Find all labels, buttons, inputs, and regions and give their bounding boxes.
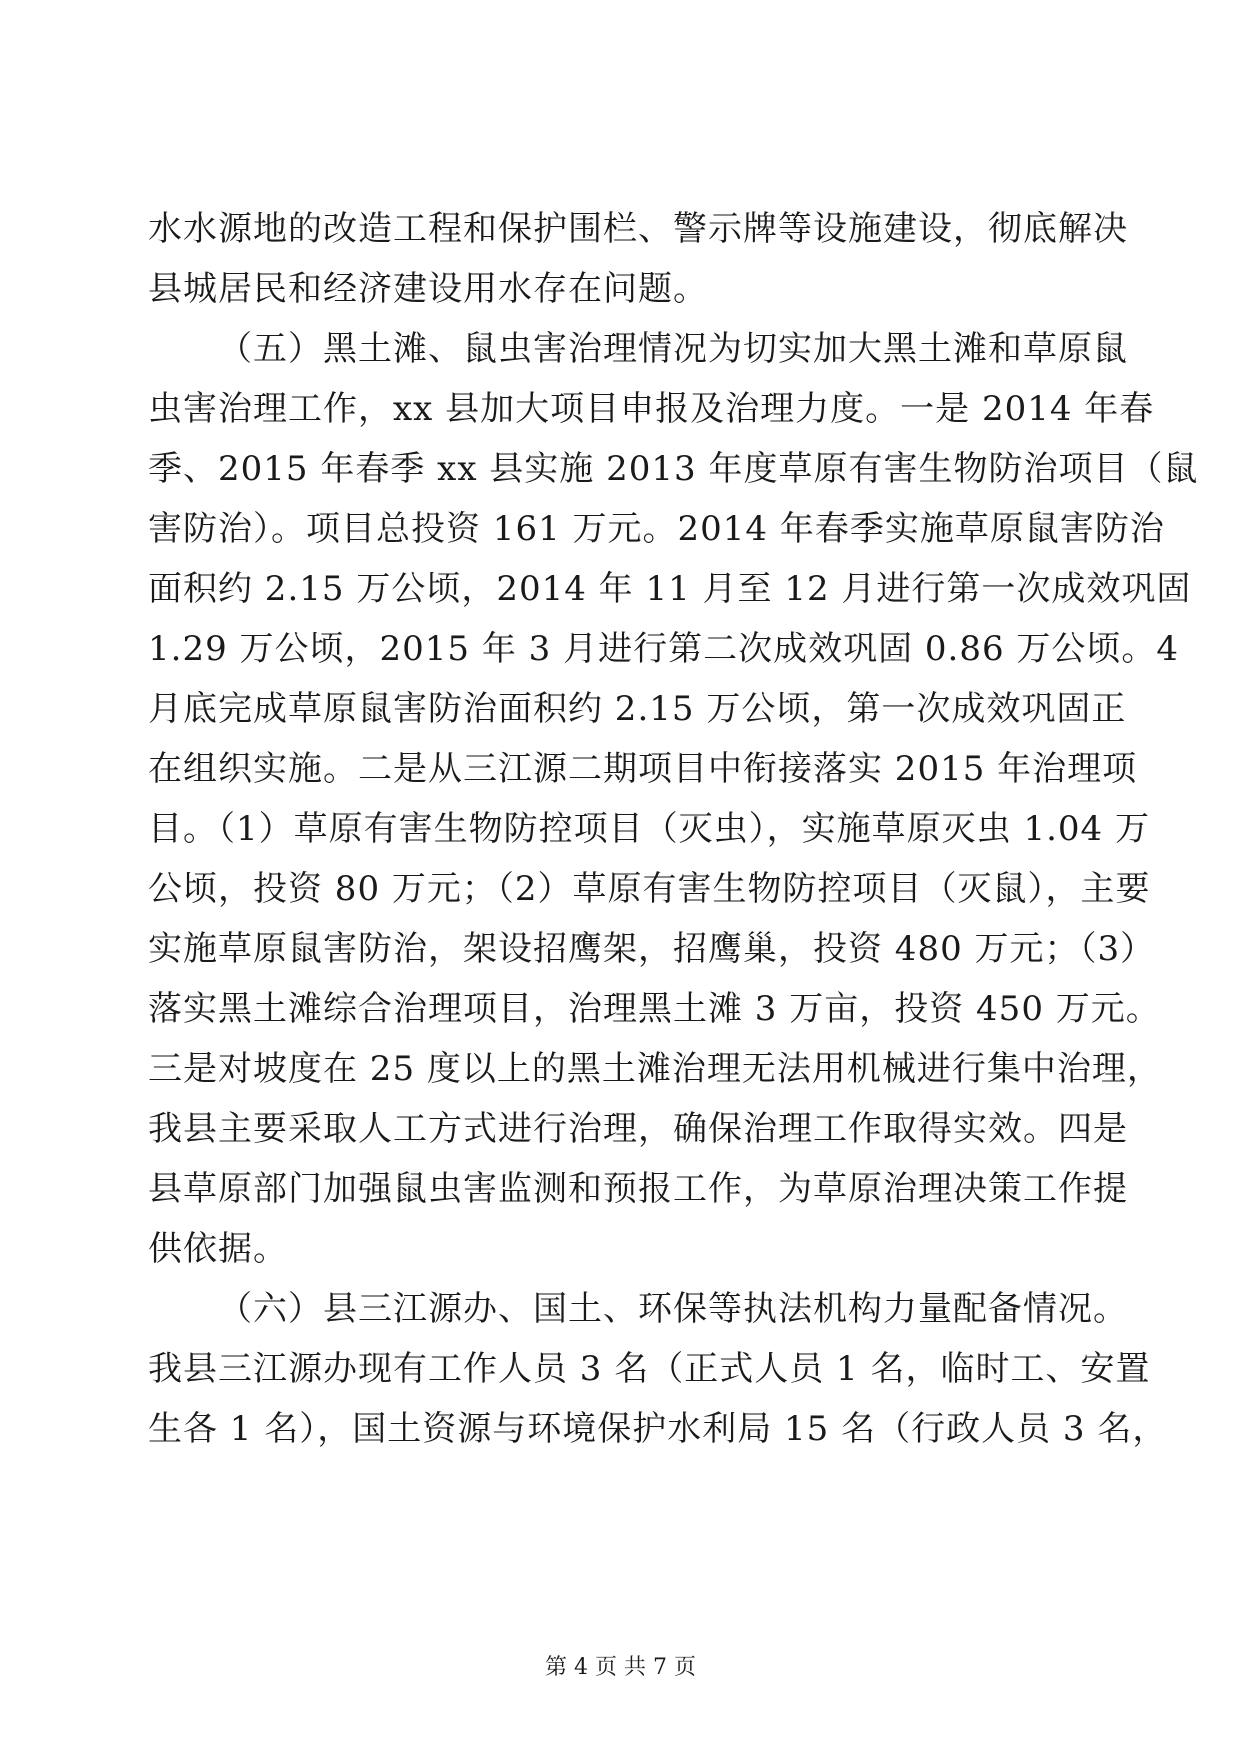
page-number-footer: 第 4 页 共 7 页: [545, 1655, 696, 1680]
body-text-line: 目。（1）草原有害生物防控项目（灭虫），实施草原灭虫 1.04 万: [148, 809, 1150, 849]
body-text-line: 三是对坡度在 25 度以上的黑土滩治理无法用机械进行集中治理，: [148, 1049, 1162, 1089]
body-text-line: 1.29 万公顷，2015 年 3 月进行第二次成效巩固 0.86 万公顷。4: [148, 629, 1180, 669]
body-text-line: 我县主要采取人工方式进行治理，确保治理工作取得实效。四是: [148, 1109, 1128, 1149]
body-text-line: 生各 1 名），国土资源与环境保护水利局 15 名（行政人员 3 名，: [148, 1409, 1168, 1449]
body-text-line: 在组织实施。二是从三江源二期项目中衔接落实 2015 年治理项: [148, 749, 1138, 789]
body-text-line: 害防治）。项目总投资 161 万元。2014 年春季实施草原鼠害防治: [148, 509, 1165, 549]
body-text-line: 水水源地的改造工程和保护围栏、警示牌等设施建设，彻底解决: [148, 209, 1128, 249]
body-text-line: 供依据。: [148, 1229, 288, 1269]
body-text-line: 季、2015 年春季 xx 县实施 2013 年度草原有害生物防治项目（鼠: [148, 449, 1199, 489]
body-text-line: 落实黑土滩综合治理项目，治理黑土滩 3 万亩，投资 450 万元。: [148, 989, 1161, 1029]
section-heading-line: （五）黑土滩、鼠虫害治理情况为切实加大黑土滩和草原鼠: [218, 329, 1128, 369]
body-text-line: 县城居民和经济建设用水存在问题。: [148, 269, 708, 309]
body-text-line: 面积约 2.15 万公顷，2014 年 11 月至 12 月进行第一次成效巩固: [148, 569, 1192, 609]
body-text-line: 实施草原鼠害防治，架设招鹰架，招鹰巢，投资 480 万元；（3）: [148, 929, 1156, 969]
body-text-line: 我县三江源办现有工作人员 3 名（正式人员 1 名，临时工、安置: [148, 1349, 1151, 1389]
section-heading-line: （六）县三江源办、国土、环保等执法机构力量配备情况。: [218, 1289, 1128, 1329]
body-text-line: 公顷，投资 80 万元；（2）草原有害生物防控项目（灭鼠），主要: [148, 869, 1151, 909]
body-text-line: 虫害治理工作，xx 县加大项目申报及治理力度。一是 2014 年春: [148, 389, 1155, 429]
body-text-line: 县草原部门加强鼠虫害监测和预报工作，为草原治理决策工作提: [148, 1169, 1128, 1209]
body-text-line: 月底完成草原鼠害防治面积约 2.15 万公顷，第一次成效巩固正: [148, 689, 1127, 729]
